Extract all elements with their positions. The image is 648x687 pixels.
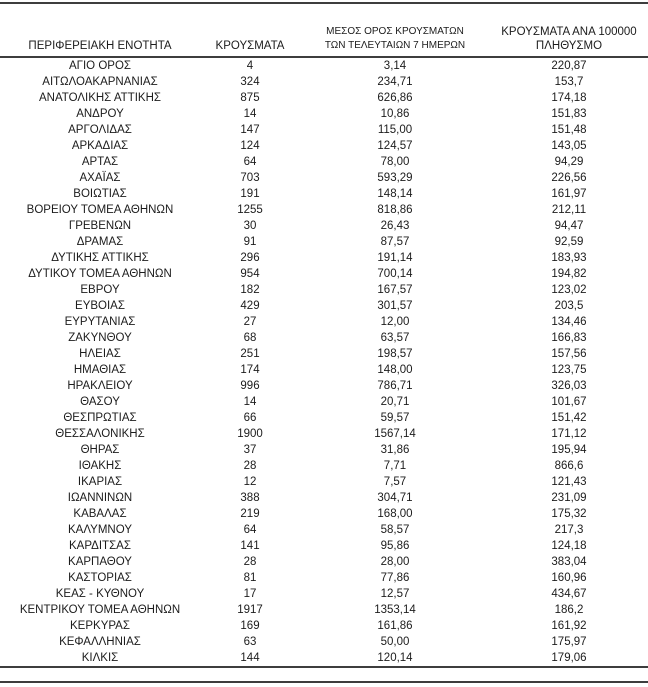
avg-7day-value: 78,00 [380, 156, 410, 168]
avg-7day-value: 1353,14 [374, 604, 416, 616]
per-100k-value: 123,75 [551, 364, 587, 376]
cases-value: 81 [243, 572, 257, 584]
cases-value: 191 [240, 188, 260, 200]
region-name: ΕΥΡΥΤΑΝΙΑΣ [64, 316, 136, 328]
avg-7day-value: 20,71 [380, 396, 410, 408]
avg-7day-value: 1567,14 [374, 428, 416, 440]
col-header-avg-7day-line1: ΜΕΣΟΣ ΟΡΟΣ ΚΡΟΥΣΜΑΤΩΝ [326, 26, 464, 37]
per-100k-value: 175,32 [551, 508, 587, 520]
cases-value: 144 [240, 652, 260, 664]
region-name: ΚΕΡΚΥΡΑΣ [70, 620, 130, 632]
per-100k-value: 383,04 [551, 556, 587, 568]
per-100k-value: 134,46 [551, 316, 587, 328]
region-name: ΒΟΙΩΤΙΑΣ [73, 188, 127, 200]
avg-7day-value: 7,71 [383, 460, 407, 472]
cases-value: 124 [240, 140, 260, 152]
table-row [0, 282, 648, 298]
region-name: ΚΑΡΠΑΘΟΥ [68, 556, 132, 568]
cases-value: 429 [240, 300, 260, 312]
per-100k-value: 195,94 [551, 444, 587, 456]
avg-7day-value: 87,57 [380, 236, 410, 248]
table-row [0, 346, 648, 362]
region-name: ΖΑΚΥΝΘΟΥ [68, 332, 132, 344]
col-header-avg-7day-line2: ΤΩΝ ΤΕΛΕΥΤΑΙΩΝ 7 ΗΜΕΡΩΝ [324, 40, 466, 51]
table-row [0, 586, 648, 602]
table-header [0, 4, 648, 57]
avg-7day-value: 31,86 [380, 444, 410, 456]
cases-value: 4 [246, 60, 254, 72]
region-name: ΚΑΣΤΟΡΙΑΣ [68, 572, 132, 584]
table-row [0, 426, 648, 442]
table-row [0, 138, 648, 154]
cases-value: 28 [243, 556, 257, 568]
table-row [0, 266, 648, 282]
table-row [0, 362, 648, 378]
cases-value: 169 [240, 620, 260, 632]
table-row [0, 474, 648, 490]
region-name: ΑΓΙΟ ΟΡΟΣ [68, 60, 131, 72]
region-name: ΗΛΕΙΑΣ [79, 348, 121, 360]
per-100k-value: 94,29 [554, 156, 584, 168]
region-name: ΚΑΡΔΙΤΣΑΣ [69, 540, 131, 552]
region-name: ΑΡΚΑΔΙΑΣ [71, 140, 129, 152]
per-100k-value: 92,59 [554, 236, 584, 248]
per-100k-value: 151,42 [551, 412, 587, 424]
cases-value: 388 [240, 492, 260, 504]
per-100k-value: 179,06 [551, 652, 587, 664]
cases-value: 1900 [237, 428, 263, 440]
col-header-regional-unit [0, 4, 200, 57]
table-row [0, 490, 648, 506]
per-100k-value: 101,67 [551, 396, 587, 408]
per-100k-value: 171,12 [551, 428, 587, 440]
cases-value: 63 [243, 636, 257, 648]
avg-7day-value: 12,57 [380, 588, 410, 600]
table-row [0, 602, 648, 618]
avg-7day-value: 301,57 [377, 300, 413, 312]
table-row [0, 314, 648, 330]
cases-value: 251 [240, 348, 260, 360]
region-name: ΗΡΑΚΛΕΙΟΥ [67, 380, 133, 392]
region-name: ΑΡΓΟΛΙΔΑΣ [68, 124, 132, 136]
avg-7day-value: 7,57 [383, 476, 407, 488]
region-name: ΙΘΑΚΗΣ [78, 460, 122, 472]
region-name: ΚΑΛΥΜΝΟΥ [68, 524, 132, 536]
cases-value: 91 [243, 236, 257, 248]
table-row [0, 442, 648, 458]
col-header-avg-7day [300, 4, 490, 57]
cases-value: 17 [243, 588, 257, 600]
table-row [0, 378, 648, 394]
table-row [0, 330, 648, 346]
per-100k-value: 183,93 [551, 252, 587, 264]
avg-7day-value: 198,57 [377, 348, 413, 360]
cases-value: 64 [243, 524, 257, 536]
avg-7day-value: 59,57 [380, 412, 410, 424]
per-100k-value: 151,48 [551, 124, 587, 136]
table-row [0, 554, 648, 570]
per-100k-value: 226,56 [551, 172, 587, 184]
per-100k-value: 121,43 [551, 476, 587, 488]
cases-value: 12 [243, 476, 257, 488]
bottom-divider [0, 681, 648, 683]
table-row [0, 57, 648, 74]
cases-value: 296 [240, 252, 260, 264]
avg-7day-value: 168,00 [377, 508, 413, 520]
region-name: ΘΕΣΣΑΛΟΝΙΚΗΣ [55, 428, 145, 440]
avg-7day-value: 148,00 [377, 364, 413, 376]
cases-value: 37 [243, 444, 257, 456]
per-100k-value: 194,82 [551, 268, 587, 280]
cases-value: 996 [240, 380, 260, 392]
region-name: ΚΕΦΑΛΛΗΝΙΑΣ [59, 636, 141, 648]
per-100k-value: 124,18 [551, 540, 587, 552]
region-name: ΓΡΕΒΕΝΩΝ [68, 220, 132, 232]
table-row [0, 394, 648, 410]
region-name: ΔΡΑΜΑΣ [76, 236, 124, 248]
per-100k-value: 186,2 [554, 604, 584, 616]
per-100k-value: 151,83 [551, 108, 587, 120]
cases-value: 703 [240, 172, 260, 184]
per-100k-value: 175,97 [551, 636, 587, 648]
per-100k-value: 866,6 [554, 460, 584, 472]
region-name: ΑΡΤΑΣ [81, 156, 119, 168]
region-name: ΚΙΛΚΙΣ [81, 652, 119, 664]
covid-cases-table [0, 4, 648, 668]
cases-value: 30 [243, 220, 257, 232]
table-row [0, 74, 648, 90]
cases-value: 219 [240, 508, 260, 520]
table-row [0, 170, 648, 186]
table-row [0, 618, 648, 634]
table-header-row [0, 4, 648, 57]
col-header-per-100k [490, 4, 648, 57]
region-name: ΘΕΣΠΡΩΤΙΑΣ [63, 412, 137, 424]
per-100k-value: 174,18 [551, 92, 587, 104]
per-100k-value: 157,56 [551, 348, 587, 360]
avg-7day-value: 12,00 [380, 316, 410, 328]
per-100k-value: 123,02 [551, 284, 587, 296]
table-row [0, 410, 648, 426]
per-100k-value: 166,83 [551, 332, 587, 344]
cases-value: 141 [240, 540, 260, 552]
avg-7day-value: 120,14 [377, 652, 413, 664]
table-row [0, 250, 648, 266]
cases-value: 64 [243, 156, 257, 168]
cases-value: 1255 [237, 204, 263, 216]
cases-value: 1917 [237, 604, 263, 616]
cases-value: 68 [243, 332, 257, 344]
cases-value: 875 [240, 92, 260, 104]
table-row [0, 506, 648, 522]
avg-7day-value: 124,57 [377, 140, 413, 152]
per-100k-value: 220,87 [551, 60, 587, 72]
region-name: ΑΧΑΪΑΣ [79, 172, 121, 184]
per-100k-value: 217,3 [554, 524, 584, 536]
avg-7day-value: 593,29 [377, 172, 413, 184]
per-100k-value: 231,09 [551, 492, 587, 504]
col-header-cases-label: ΚΡΟΥΣΜΑΤΑ [215, 40, 285, 52]
table-row [0, 458, 648, 474]
table-row [0, 106, 648, 122]
cases-value: 28 [243, 460, 257, 472]
region-name: ΑΝΔΡΟΥ [76, 108, 124, 120]
avg-7day-value: 3,14 [383, 60, 407, 72]
table-row [0, 650, 648, 667]
avg-7day-value: 28,00 [380, 556, 410, 568]
cases-value: 66 [243, 412, 257, 424]
per-100k-value: 203,5 [554, 300, 584, 312]
region-name: ΑΝΑΤΟΛΙΚΗΣ ΑΤΤΙΚΗΣ [38, 92, 161, 104]
region-name: ΚΕΑΣ - ΚΥΘΝΟΥ [55, 588, 145, 600]
region-name: ΚΑΒΑΛΑΣ [73, 508, 127, 520]
avg-7day-value: 77,86 [380, 572, 410, 584]
per-100k-value: 153,7 [554, 76, 584, 88]
cases-value: 182 [240, 284, 260, 296]
avg-7day-value: 161,86 [377, 620, 413, 632]
region-name: ΕΒΡΟΥ [80, 284, 120, 296]
table-row [0, 634, 648, 650]
col-header-regional-unit-label: ΠΕΡΙΦΕΡΕΙΑΚΗ ΕΝΟΤΗΤΑ [28, 40, 172, 52]
cases-value: 14 [243, 396, 257, 408]
avg-7day-value: 191,14 [377, 252, 413, 264]
per-100k-value: 160,96 [551, 572, 587, 584]
table-row [0, 186, 648, 202]
avg-7day-value: 148,14 [377, 188, 413, 200]
cases-value: 14 [243, 108, 257, 120]
avg-7day-value: 115,00 [377, 124, 413, 136]
table-row [0, 298, 648, 314]
avg-7day-value: 50,00 [380, 636, 410, 648]
table-row [0, 234, 648, 250]
region-name: ΙΚΑΡΙΑΣ [77, 476, 123, 488]
col-header-per-100k-line2: ΠΛΗΘΥΣΜΟ [535, 40, 603, 52]
avg-7day-value: 26,43 [380, 220, 410, 232]
avg-7day-value: 304,71 [377, 492, 413, 504]
per-100k-value: 434,67 [551, 588, 587, 600]
avg-7day-value: 626,86 [377, 92, 413, 104]
table-row [0, 90, 648, 106]
cases-value: 324 [240, 76, 260, 88]
per-100k-value: 161,97 [551, 188, 587, 200]
cases-value: 147 [240, 124, 260, 136]
region-name: ΗΜΑΘΙΑΣ [73, 364, 127, 376]
avg-7day-value: 818,86 [377, 204, 413, 216]
col-header-cases [200, 4, 300, 57]
avg-7day-value: 786,71 [377, 380, 413, 392]
region-name: ΘΑΣΟΥ [80, 396, 120, 408]
table-row [0, 570, 648, 586]
cases-value: 954 [240, 268, 260, 280]
per-100k-value: 94,47 [554, 220, 584, 232]
avg-7day-value: 234,71 [377, 76, 413, 88]
table-row [0, 202, 648, 218]
avg-7day-value: 58,57 [380, 524, 410, 536]
cases-value: 174 [240, 364, 260, 376]
per-100k-value: 143,05 [551, 140, 587, 152]
col-header-per-100k-line1: ΚΡΟΥΣΜΑΤΑ ΑΝΑ 100000 [501, 26, 637, 38]
avg-7day-value: 700,14 [377, 268, 413, 280]
per-100k-value: 212,11 [551, 204, 587, 216]
table-row [0, 122, 648, 138]
region-name: ΔΥΤΙΚΟΥ ΤΟΜΕΑ ΑΘΗΝΩΝ [28, 268, 172, 280]
table-row [0, 538, 648, 554]
region-name: ΚΕΝΤΡΙΚΟΥ ΤΟΜΕΑ ΑΘΗΝΩΝ [19, 604, 181, 616]
avg-7day-value: 63,57 [380, 332, 410, 344]
table-body [0, 57, 648, 667]
avg-7day-value: 167,57 [377, 284, 413, 296]
table-row [0, 522, 648, 538]
region-name: ΕΥΒΟΙΑΣ [75, 300, 125, 312]
region-name: ΑΙΤΩΛΟΑΚΑΡΝΑΝΙΑΣ [42, 76, 158, 88]
avg-7day-value: 95,86 [380, 540, 410, 552]
region-name: ΒΟΡΕΙΟΥ ΤΟΜΕΑ ΑΘΗΝΩΝ [26, 204, 174, 216]
cases-value: 27 [243, 316, 257, 328]
per-100k-value: 326,03 [551, 380, 587, 392]
region-name: ΘΗΡΑΣ [80, 444, 120, 456]
region-name: ΙΩΑΝΝΙΝΩΝ [67, 492, 133, 504]
region-name: ΔΥΤΙΚΗΣ ΑΤΤΙΚΗΣ [51, 252, 149, 264]
table-row [0, 154, 648, 170]
avg-7day-value: 10,86 [380, 108, 410, 120]
per-100k-value: 161,92 [551, 620, 587, 632]
table-row [0, 218, 648, 234]
